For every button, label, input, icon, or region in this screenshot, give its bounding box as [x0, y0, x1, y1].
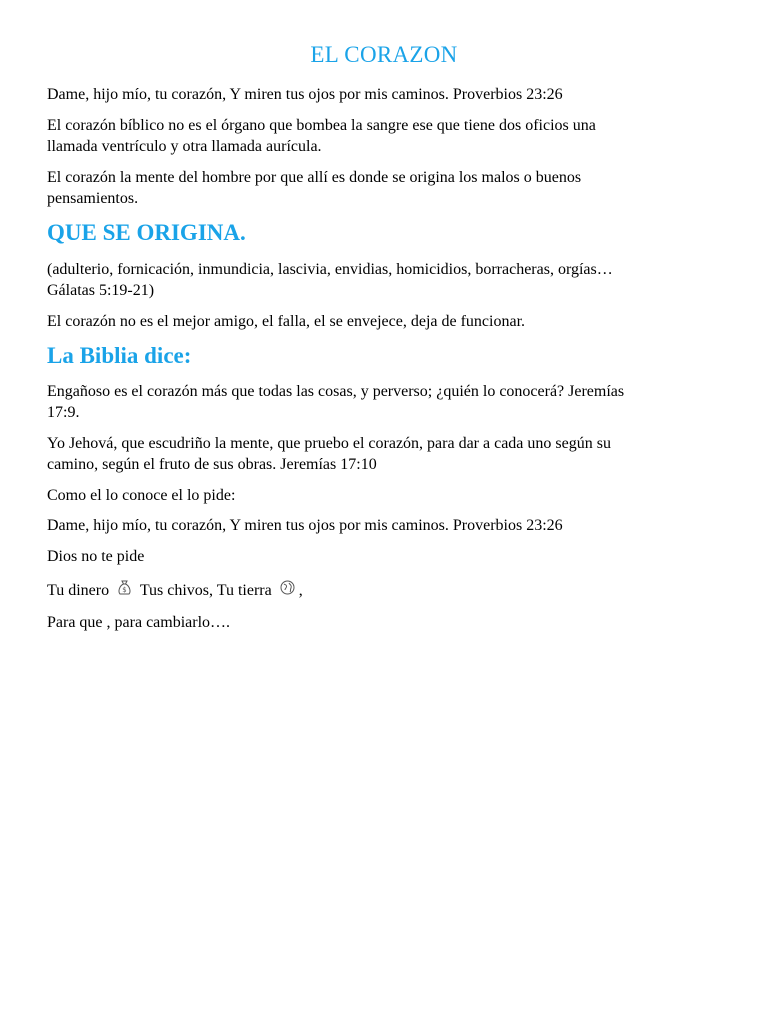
heading-la-biblia-dice: La Biblia dice:	[47, 343, 192, 368]
paragraph-mente-line2: pensamientos.	[47, 190, 139, 207]
paragraph-obras-carne-line1: (adulterio, fornicación, inmundicia, lascivia, envidias, homicidios, borracheras, orgías…	[47, 261, 613, 278]
paragraph-proverbios-intro: Dame, hijo mío, tu corazón, Y miren tus ojos por mis caminos. Proverbios 23:26	[47, 86, 563, 103]
paragraph-tu-dinero	[47, 579, 707, 602]
paragraph-para-que: Para que , para cambiarlo….	[47, 614, 231, 631]
paragraph-obras-carne-line2: Gálatas 5:19-21)	[47, 282, 155, 299]
paragraph-jehova-line1: Yo Jehová, que escudriño la mente, que pruebo el corazón, para dar a cada uno según su	[47, 435, 611, 452]
tu-dinero-text: Tu dinero	[47, 582, 110, 599]
paragraph-corazon-biblico-line1: El corazón bíblico no es el órgano que bombea la sangre ese que tiene dos oficios una	[47, 117, 596, 134]
paragraph-corazon-biblico-line2: llamada ventrículo y otra llamada aurícula.	[47, 138, 322, 155]
money-bag-icon	[117, 579, 132, 602]
paragraph-enganoso-line1: Engañoso es el corazón más que todas las cosas, y perverso; ¿quién lo conocerá? Jeremías	[47, 383, 625, 400]
svg-text:$: $	[122, 586, 127, 594]
paragraph-dios-no-te-pide: Dios no te pide	[47, 548, 145, 565]
paragraph-mente-line1: El corazón la mente del hombre por que allí es donde se origina los malos o buenos	[47, 169, 582, 186]
page-title: EL CORAZON	[310, 42, 458, 67]
tus-chivos-tu-tierra-text: Tus chivos, Tu tierra	[139, 582, 272, 599]
paragraph-proverbios-repeat: Dame, hijo mío, tu corazón, Y miren tus ojos por mis caminos. Proverbios 23:26	[47, 517, 563, 534]
heading-que-se-origina: QUE SE ORIGINA.	[47, 220, 246, 245]
paragraph-jehova-line2: camino, según el fruto de sus obras. Jeremías 17:10	[47, 456, 377, 473]
paragraph-enganoso-line2: 17:9.	[47, 404, 80, 421]
paragraph-no-mejor-amigo: El corazón no es el mejor amigo, el falla, el se envejece, deja de funcionar.	[47, 313, 526, 330]
comma-text: ,	[298, 582, 303, 599]
paragraph-como-el-lo-conoce: Como el lo conoce el lo pide:	[47, 487, 236, 504]
globe-icon	[280, 580, 295, 602]
